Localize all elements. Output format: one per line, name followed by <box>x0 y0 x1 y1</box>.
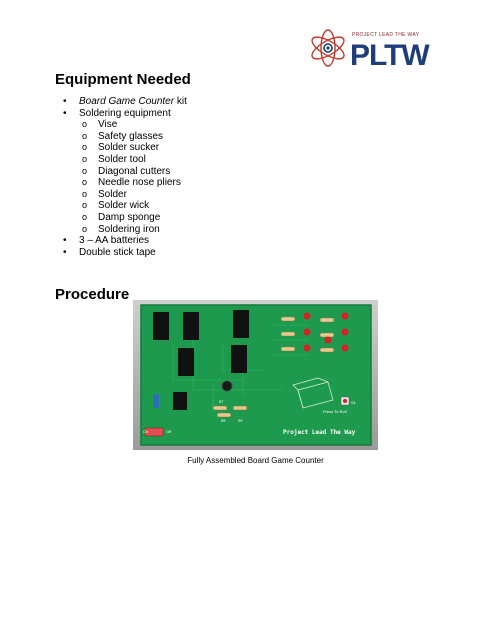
atom-logo-icon <box>308 22 350 72</box>
list-item: o Safety glasses <box>60 131 187 143</box>
logo-wordmark: PLTW <box>350 39 429 72</box>
list-item: o Damp sponge <box>60 212 187 224</box>
list-item: o Diagonal cutters <box>60 166 187 178</box>
equipment-heading: Equipment Needed <box>55 71 191 88</box>
svg-text:R9: R9 <box>238 419 243 423</box>
list-item: • Board Game Counter kit <box>60 96 187 108</box>
list-item: • 3 – AA batteries <box>60 235 187 247</box>
capacitor <box>222 381 232 391</box>
press-to-roll-label: Press To Roll <box>323 409 347 414</box>
switch-off-label: Off <box>166 429 172 434</box>
photo-caption: Fully Assembled Board Game Counter <box>187 456 324 465</box>
kit-name: Board Game Counter <box>79 96 175 107</box>
equipment-list <box>60 96 187 258</box>
list-item: • Soldering equipment <box>60 108 187 120</box>
list-item: o Solder sucker <box>60 142 187 154</box>
battery-connector <box>153 394 159 408</box>
pltw-logo <box>308 22 448 80</box>
board-photo <box>133 300 378 450</box>
list-item: o Solder wick <box>60 200 187 212</box>
procedure-heading: Procedure <box>55 286 130 303</box>
list-item: o Soldering iron <box>60 224 187 236</box>
logo-tagline: PROJECT LEAD THE WAY <box>352 32 420 38</box>
list-item: o Solder tool <box>60 154 187 166</box>
list-item: • Double stick tape <box>60 247 187 259</box>
switch-on-label: On <box>143 429 149 434</box>
svg-text:R7: R7 <box>219 400 224 404</box>
svg-text:R8: R8 <box>221 419 226 423</box>
pcb-board <box>141 305 371 445</box>
list-item: o Needle nose pliers <box>60 177 187 189</box>
list-item: o Vise <box>60 119 187 131</box>
list-item: o Solder <box>60 189 187 201</box>
board-brand-text: Project Lead The Way <box>283 429 356 436</box>
button-ref: S1 <box>351 400 356 405</box>
